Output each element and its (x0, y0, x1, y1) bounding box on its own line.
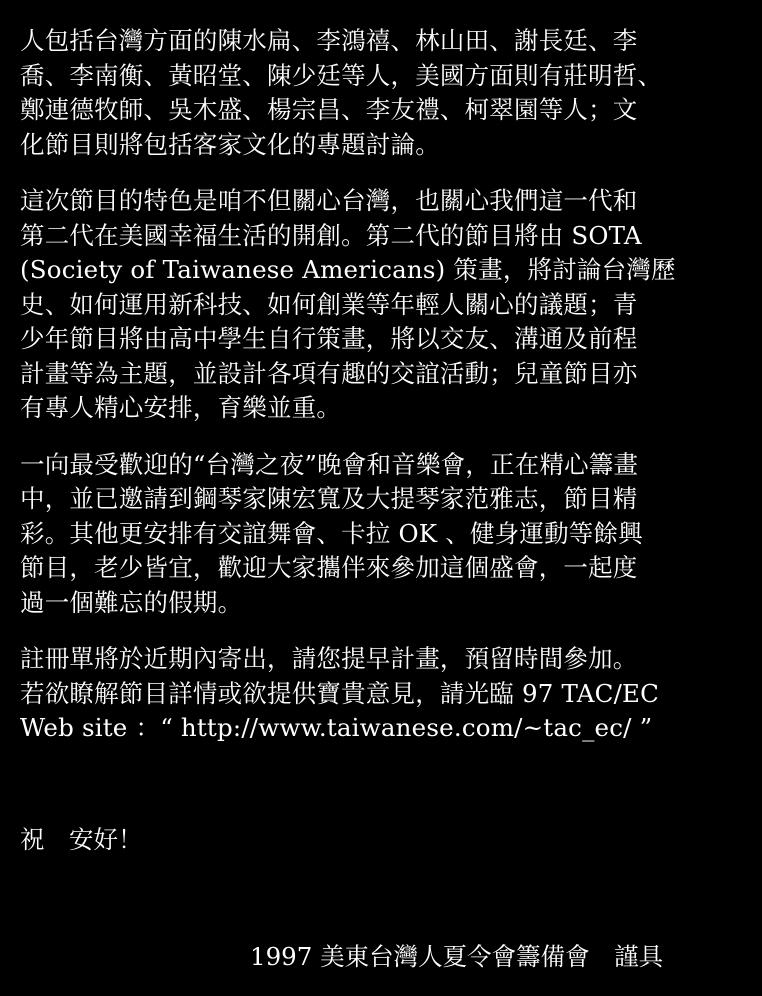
text-line: 中，並已邀請到鋼琴家陳宏寬及大提琴家范雅志，節目精 (20, 484, 638, 513)
text-line: 註冊單將於近期內寄出，請您提早計畫，預留時間參加。 (20, 644, 638, 673)
text-line: 喬、李南衡、黃昭堂、陳少廷等人，美國方面則有莊明哲、 (20, 60, 663, 90)
text-line: 若欲瞭解節目詳情或欲提供寶貴意見，請光臨 97 TAC/EC (20, 678, 660, 708)
text-line: 人包括台灣方面的陳水扁、李鴻禧、林山田、謝長廷、李 (20, 26, 638, 55)
signature: 1997 美東台灣人夏令會籌備會 謹具 (250, 942, 664, 971)
paragraph-registration (20, 642, 742, 746)
closing-greeting: 祝 安好！ (20, 825, 143, 854)
text-line: 節目，老少皆宜，歡迎大家攜伴來參加這個盛會，一起度 (20, 553, 638, 582)
text-line: 少年節目將由高中學生自行策畫，將以交友、溝通及前程 (20, 324, 638, 353)
text-line: 這次節目的特色是咱不但關心台灣，也關心我們這一代和 (20, 186, 638, 215)
text-line: Web site ：“ http://www.taiwanese.com/~tac_ec/ ” (20, 713, 653, 742)
text-line: 一向最受歡迎的“台灣之夜”晚會和音樂會，正在精心籌畫 (20, 449, 639, 479)
letter-body (20, 24, 742, 768)
text-line: 化節目則將包括客家文化的專題討論。 (20, 129, 440, 159)
text-line: 彩。其他更安排有交誼舞會、卡拉 OK 、健身運動等餘興 (20, 518, 643, 548)
paragraph-speakers (20, 24, 742, 162)
text-line: 計畫等為主題，並設計各項有趣的交誼活動；兒童節目亦 (20, 358, 638, 388)
paragraph-taiwan-night (20, 448, 742, 621)
paragraph-program-features (20, 184, 742, 426)
text-line: 過一個難忘的假期。 (20, 587, 243, 617)
text-line: 第二代在美國幸福生活的開創。第二代的節目將由 SOTA (20, 220, 642, 250)
text-line: 史、如何運用新科技、如何創業等年輕人關心的議題；青 (20, 289, 638, 319)
text-line: 有專人精心安排，育樂並重。 (20, 393, 342, 422)
text-line: (Society of Taiwanese Americans) 策畫，將討論台灣歷 (20, 255, 676, 284)
text-line: 鄭連德牧師、吳木盛、楊宗昌、李友禮、柯翠園等人；文 (20, 95, 638, 124)
